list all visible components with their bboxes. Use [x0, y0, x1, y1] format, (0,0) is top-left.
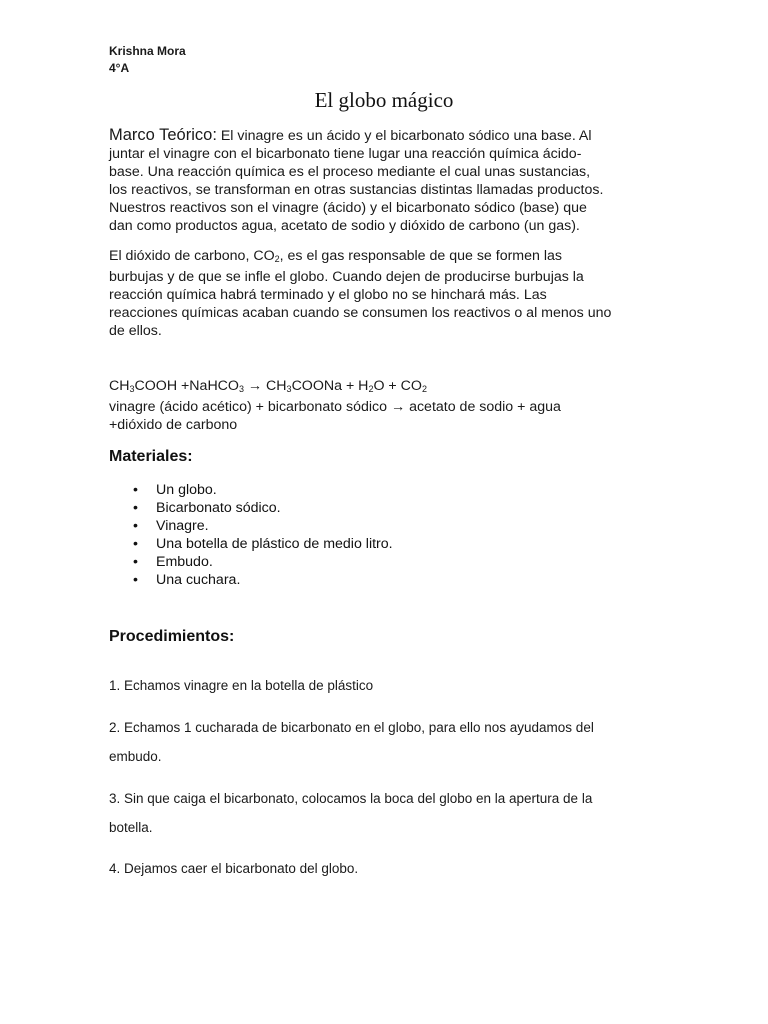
- co2-text-a: El dióxido de carbono, CO: [109, 248, 275, 264]
- formula-subscript: 3: [238, 384, 244, 394]
- chemical-equation-block: [109, 377, 669, 434]
- marco-line: Nuestros reactivos son el vinagre (ácido) y el bicarbonato sódico (base) que: [109, 200, 587, 216]
- step-line: embudo.: [109, 749, 162, 764]
- marco-first-line: [109, 126, 669, 145]
- procedure-step: [109, 713, 669, 771]
- formula-subscript: 2: [368, 384, 374, 394]
- bullet-icon: •: [133, 572, 138, 588]
- marco-line-1: El vinagre es un ácido y el bicarbonato sódico una base. Al: [216, 128, 592, 144]
- marco-line: juntar el vinagre con el bicarbonato tiene lugar una reacción química ácido-: [109, 146, 582, 162]
- bullet-icon: •: [133, 554, 138, 570]
- co2-line: burbujas y de que se infle el globo. Cuando dejen de producirse burbujas la: [109, 269, 584, 285]
- list-item: [109, 535, 393, 553]
- co2-first-line: [109, 247, 669, 268]
- co2-text-b: , es el gas responsable de que se formen las: [279, 248, 562, 264]
- author-name: Krishna Mora: [109, 44, 186, 58]
- author-block: [109, 43, 186, 77]
- list-item-text: Una botella de plástico de medio litro.: [156, 536, 393, 552]
- bullet-icon: •: [133, 536, 138, 552]
- procedure-step: [109, 671, 669, 700]
- list-item: [109, 499, 393, 517]
- formula-part: O + CO: [373, 378, 422, 394]
- list-item: [109, 481, 393, 499]
- step-line: 2. Echamos 1 cucharada de bicarbonato en el globo, para ello nos ayudamos del: [109, 720, 594, 735]
- list-item: [109, 517, 393, 535]
- formula-subscript: 3: [129, 384, 135, 394]
- list-item: [109, 571, 393, 589]
- step-line: 4. Dejamos caer el bicarbonato del globo.: [109, 861, 359, 876]
- materiales-heading: Materiales:: [109, 448, 193, 465]
- step-line: 3. Sin que caiga el bicarbonato, colocamos la boca del globo en la apertura de la: [109, 791, 593, 806]
- chemical-formula: [109, 377, 669, 398]
- procedimientos-heading: Procedimientos:: [109, 628, 235, 645]
- equation-words-line: vinagre (ácido acético) + bicarbonato sódico → acetato de sodio + agua: [109, 399, 561, 415]
- bullet-icon: •: [133, 500, 138, 516]
- co2-line: reacciones químicas acaban cuando se consumen los reactivos o al menos uno: [109, 305, 612, 321]
- materiales-list: [109, 481, 393, 589]
- procedure-step: [109, 854, 669, 883]
- marco-line: dan como productos agua, acetato de sodio y dióxido de carbono (un gas).: [109, 218, 580, 234]
- list-item-text: Vinagre.: [156, 518, 209, 534]
- step-line: 1. Echamos vinagre en la botella de plástico: [109, 678, 374, 693]
- co2-subscript: 2: [274, 254, 280, 264]
- document-title: El globo mágico: [314, 88, 454, 112]
- co2-paragraph: [109, 247, 669, 340]
- list-item-text: Embudo.: [156, 554, 213, 570]
- list-item-text: Bicarbonato sódico.: [156, 500, 281, 516]
- procedure-step: [109, 784, 669, 842]
- co2-line: de ellos.: [109, 323, 162, 339]
- list-item: [109, 553, 393, 571]
- formula-part: → CH: [243, 378, 287, 394]
- formula-part: COONa + H: [291, 378, 369, 394]
- author-grade: 4°A: [109, 61, 130, 75]
- marco-line: base. Una reacción química es el proceso mediante el cual unas sustancias,: [109, 164, 591, 180]
- marco-teorico-paragraph: [109, 126, 669, 235]
- bullet-icon: •: [133, 518, 138, 534]
- co2-line: reacción química habrá terminado y el globo no se hinchará más. Las: [109, 287, 547, 303]
- marco-teorico-heading: Marco Teórico:: [109, 126, 217, 144]
- equation-words-line: +dióxido de carbono: [109, 417, 238, 433]
- formula-part: COOH +NaHCO: [134, 378, 239, 394]
- marco-line: los reactivos, se transforman en otras sustancias distintas llamadas productos.: [109, 182, 604, 198]
- bullet-icon: •: [133, 482, 138, 498]
- step-line: botella.: [109, 820, 153, 835]
- formula-part: CH: [109, 378, 130, 394]
- list-item-text: Un globo.: [156, 482, 217, 498]
- list-item-text: Una cuchara.: [156, 572, 241, 588]
- formula-subscript: 2: [421, 384, 427, 394]
- formula-subscript: 3: [286, 384, 292, 394]
